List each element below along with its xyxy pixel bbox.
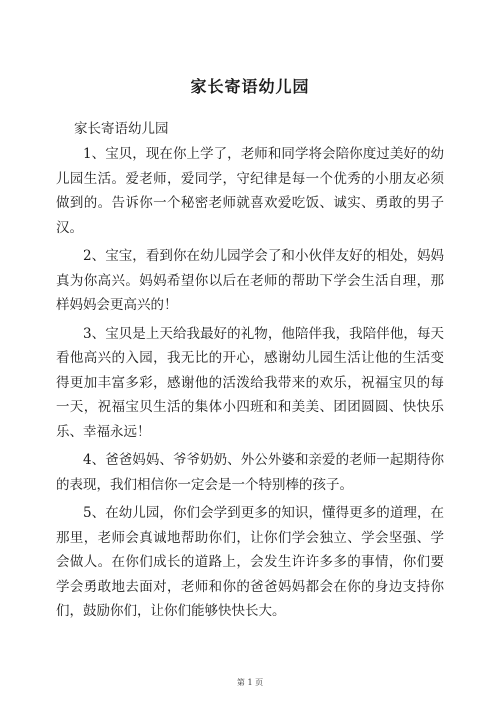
paragraph-4: 4、爸爸妈妈、爷爷奶奶、外公外婆和亲爱的老师一起期待你的表现，我们相信你一定会是一个特别棒的孩子。 bbox=[56, 452, 444, 493]
paragraph-5: 5、在幼儿园，你们会学到更多的知识，懂得更多的道理，在那里，老师会真诚地帮助你们，让你们学会独立、学会坚强、学会做人。在你们成长的道路上，会发生许许多多的事情，你们要学会勇敢地去面对，老师和你的爸爸妈妈都会在你的身边支持你们，鼓励你们，让你们能够快快长大。 bbox=[56, 505, 444, 619]
page-title: 家长寄语幼儿园 bbox=[190, 77, 310, 96]
paragraph-3: 3、宝贝是上天给我最好的礼物，他陪伴我，我陪伴他，每天看他高兴的入园，我无比的开心，感谢幼儿园生活让他的生活变得更加丰富多彩，感谢他的活泼给我带来的欢乐，祝福宝贝的每一天，祝福宝贝生活的集体小四班和和美美、团团圆圆、快快乐乐、幸福永远！ bbox=[56, 325, 444, 440]
paragraph-2: 2、宝宝，看到你在幼儿园学会了和小伙伴友好的相处，妈妈真为你高兴。妈妈希望你以后在老师的帮助下学会生活自理，那样妈妈会更高兴的！ bbox=[56, 248, 444, 313]
paragraph-1: 1、宝贝，现在你上学了，老师和同学将会陪你度过美好的幼儿园生活。爱老师，爱同学，守纪律是每一个优秀的小朋友必须做到的。告诉你一个秘密老师就喜欢爱吃饭、诚实、勇敢的男子汉。 bbox=[56, 146, 444, 236]
page-number: 第 1 页 bbox=[236, 678, 264, 687]
document-body bbox=[56, 142, 444, 628]
document-subtitle: 家长寄语幼儿园 bbox=[74, 121, 169, 137]
